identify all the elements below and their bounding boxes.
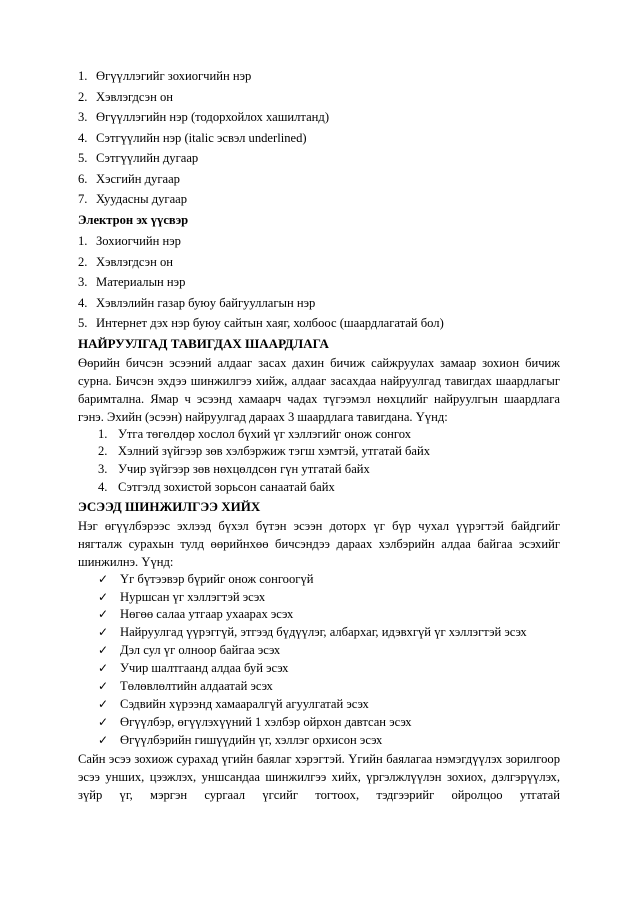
list-item: 3. Материалын нэр: [78, 275, 186, 289]
body-paragraph: Сайн эсээ зохиож сурахад үгийн баялаг хэрэгтэй. Үгийн баялагаа нэмэгдүүлэх зорилгоор эсээ унших, цээжлэх, уншсандаа шинжилгээ хийх, үргэлжлүүлэн зохиох, дэлгэрүүлэх, зүйр үг, мэргэн сургаал үгсийг тогтоох, тэдгээрийг ойролцоо утгатай: [78, 751, 560, 802]
checkmark-icon: ✓: [98, 661, 109, 676]
body-paragraph: Өөрийн бичсэн эсээний алдааг засах дахин бичиж сайжруулах замаар зохион бичиж сурна. Бичсэн эхдээ шинжилгээ хийж, алдааг засахдаа найруулгад тавигдах шаардлагыг баримтална. Ямар ч эсээнд хамаарч чадах түгээмэл нөхцлийг найруулгын шаардлага гэнэ. Эхийн (эсээн) найруулгад дараах 3 шаардлага тавигдана. Үүнд:: [78, 355, 560, 424]
checklist-item: ✓ Учир шалтгаанд алдаа буй эсэх: [78, 660, 560, 678]
print-source-list: [78, 66, 560, 210]
checkmark-icon: ✓: [98, 589, 109, 604]
list-item: 4. Сэтгүүлийн нэр (italic эсвэл underlined): [78, 130, 307, 145]
checkmark-icon: ✓: [98, 732, 109, 747]
checklist-item: ✓ Төлөвлөлтийн алдаатай эсэх: [78, 678, 560, 696]
electronic-source-heading: Электрон эх үүсвэр: [78, 212, 189, 227]
checkmark-icon: ✓: [98, 571, 109, 586]
checkmark-icon: ✓: [98, 679, 109, 694]
checklist-item: ✓ Өгүүлбэрийн гишүүдийн үг, хэллэг орхисон эсэх: [78, 732, 560, 750]
list-item: 1. Утга төгөлдөр хослол бүхий үг хэллэгийг онож сонгох: [98, 426, 411, 441]
body-paragraph: Нэг өгүүлбэрээс эхлээд бүхэл бүтэн эсээн доторх үг бүр чухал үүрэгтэй байдгийг нягталж сурахын тулд өөрийнхөө бичсэндээ дараах хэлбэрийн алдаа байгаа эсэхийг шинжилнэ. Үүнд:: [78, 518, 560, 569]
checkmark-icon: ✓: [98, 696, 109, 711]
checklist-item: ✓ Нөгөө салаа утгаар ухаарах эсэх: [78, 606, 560, 624]
list-item: 5. Интернет дэх нэр буюу сайтын хаяг, холбоос (шаардлагатай бол): [78, 316, 444, 330]
list-item: 2. Хэвлэгдсэн он: [78, 89, 173, 104]
section-heading: НАЙРУУЛГАД ТАВИГДАХ ШААРДЛАГА: [78, 335, 329, 351]
checklist-item: ✓ Үг бүтээвэр бүрийг онож сонгоогүй: [78, 571, 560, 589]
list-item: 3. Өгүүллэгийн нэр (тодорхойлох хашилтанд): [78, 110, 330, 124]
checkmark-icon: ✓: [98, 643, 109, 658]
checklist-item: ✓ Сэдвийн хүрээнд хамааралгүй агуулгатай эсэх: [78, 696, 560, 714]
list-item: 1. Зохиогчийн нэр: [78, 234, 181, 248]
checkmark-icon: ✓: [98, 607, 109, 622]
checklist-item: ✓ Нуршсан үг хэллэгтэй эсэх: [78, 589, 560, 607]
checkmark-icon: ✓: [98, 625, 109, 640]
list-item: 2. Хэлний зүйгээр зөв хэлбэржиж тэгш хэмтэй, утгатай байх: [98, 444, 431, 459]
list-item: 2. Хэвлэгдсэн он: [78, 254, 173, 269]
document-page: [78, 66, 560, 804]
list-item: 7. Хуудасны дугаар: [78, 192, 188, 206]
electronic-source-list: [78, 231, 560, 334]
checkmark-icon: ✓: [98, 714, 109, 729]
list-item: 4. Хэвлэлийн газар буюу байгууллагын нэр: [78, 295, 316, 310]
list-item: 3. Учир зүйгээр зөв нөхцөлдсөн гүн утгатай байх: [98, 462, 370, 477]
checklist: [78, 571, 560, 750]
list-item: 5. Сэтгүүлийн дугаар: [78, 151, 199, 165]
list-item: 6. Хэсгийн дугаар: [78, 171, 180, 186]
section-heading: ЭСЭЭД ШИНЖИЛГЭЭ ХИЙХ: [78, 498, 261, 514]
list-item: 1. Өгүүллэгийг зохиогчийн нэр: [78, 69, 252, 83]
checklist-item: ✓ Өгүүлбэр, өгүүлэхүүний 1 хэлбэр ойрхон давтсан эсэх: [78, 714, 560, 732]
list-item: 4. Сэтгэлд зохистой зорьсон санаатай байх: [98, 479, 335, 494]
requirements-list: [78, 426, 560, 497]
checklist-item: ✓ Дэл сул үг олноор байгаа эсэх: [78, 642, 560, 660]
checklist-item: ✓ Найруулгад үүрэггүй, этгээд бүдүүлэг, албархаг, идэвхгүй үг хэллэгтэй эсэх: [78, 624, 560, 642]
